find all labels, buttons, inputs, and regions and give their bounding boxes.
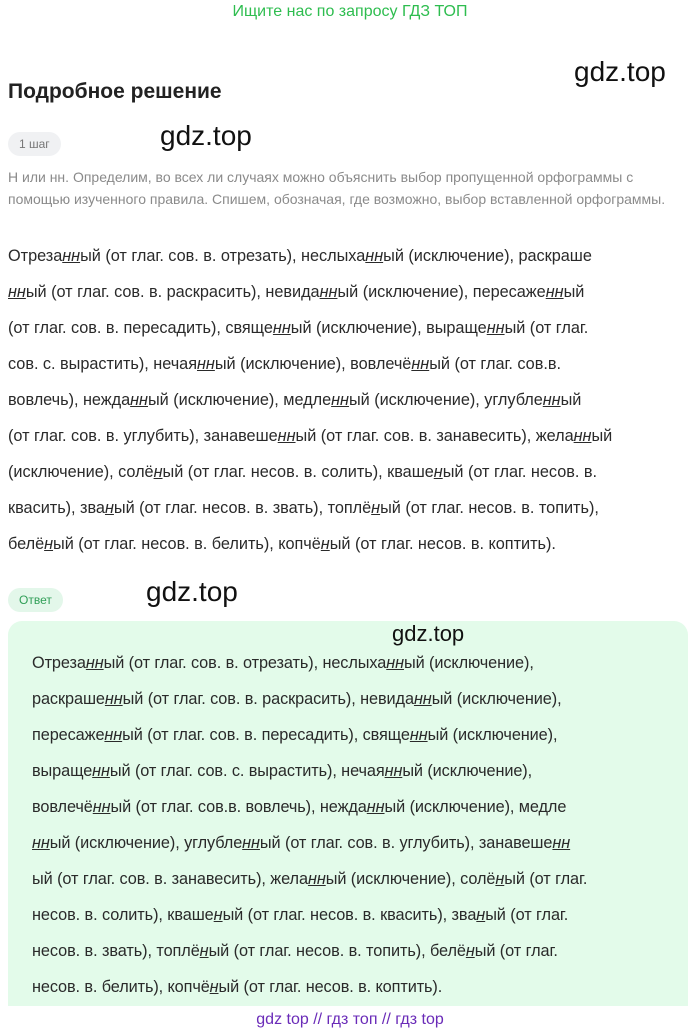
text-segment: ый (исключение), пересаже: [337, 283, 546, 301]
text-segment: ый (от глаг. сов.в. вовлечь), нежда: [110, 798, 367, 816]
text-line: [8, 274, 692, 310]
text-segment: ый (от глаг. сов. с. вырастить), нечая: [109, 762, 385, 780]
text-line: [32, 681, 678, 717]
orthogram-mark: нн: [542, 391, 561, 409]
watermark: gdz.top: [574, 56, 666, 87]
text-segment: несов. в. белить), копчё: [32, 978, 210, 996]
orthogram-mark: н: [371, 499, 381, 517]
text-segment: ый: [560, 391, 582, 409]
orthogram-mark: нн: [573, 427, 592, 445]
orthogram-mark: нн: [92, 798, 111, 816]
orthogram-mark: нн: [331, 391, 349, 409]
text-segment: ый (от глаг. сов. в. углубить), занавеше: [259, 834, 553, 852]
orthogram-mark: н: [199, 942, 209, 960]
text-segment: ый (от глаг. несов. в. белить), копчё: [53, 535, 321, 553]
text-segment: ый (исключение), углубле: [49, 834, 243, 852]
text-line: [32, 897, 678, 933]
text-segment: ый (от глаг.: [474, 942, 558, 960]
text-segment: (от глаг. сов. в. пересадить), свяще: [8, 319, 273, 337]
orthogram-mark: нн: [62, 247, 81, 265]
text-line: [32, 825, 678, 861]
text-line: [32, 789, 678, 825]
solution-intro: Н или нн. Определим, во всех ли случаях можно объяснить выбор пропущенной орфограммы с помощью изученного правила. Спишем, обозначая, где возможно, выбор вставленной орфограммы.: [8, 169, 666, 207]
text-segment: ый (от глаг. несов. в. топить), белё: [208, 942, 466, 960]
text-segment: (от глаг. сов. в. углубить), занавеше: [8, 427, 278, 445]
orthogram-mark: нн: [365, 247, 384, 265]
text-segment: пересаже: [32, 726, 105, 744]
bottom-banner[interactable]: gdz top // гдз топ // гдз top: [256, 1011, 444, 1028]
orthogram-mark: нн: [411, 355, 430, 373]
text-line: [8, 238, 692, 274]
text-segment: ый (от глаг.: [485, 906, 569, 924]
text-segment: ый (от глаг. сов. в. отрезать), неслыха: [103, 654, 387, 672]
orthogram-mark: нн: [552, 834, 571, 852]
text-segment: ый (от глаг.: [504, 319, 589, 337]
text-segment: ый (от глаг. несов. в. топить),: [380, 499, 599, 517]
text-segment: ый (от глаг. несов. в. коптить).: [329, 535, 556, 553]
text-segment: ый (от глаг. сов. в. занавесить), жела: [32, 870, 308, 888]
orthogram-mark: н: [209, 978, 219, 996]
text-line: [32, 645, 678, 681]
text-segment: ый (исключение), солё: [325, 870, 496, 888]
orthogram-mark: нн: [545, 283, 564, 301]
text-line: [8, 526, 692, 562]
orthogram-mark: нн: [130, 391, 148, 409]
text-segment: ый (от глаг. сов. в. раскрасить), невида: [122, 690, 414, 708]
orthogram-mark: нн: [384, 762, 403, 780]
orthogram-mark: н: [495, 870, 505, 888]
answer-badge: Ответ: [8, 588, 63, 612]
text-line: [8, 346, 692, 382]
orthogram-mark: н: [44, 535, 54, 553]
text-segment: несов. в. звать), топлё: [32, 942, 200, 960]
orthogram-mark: н: [320, 535, 330, 553]
text-segment: квасить), зва: [8, 499, 105, 517]
text-segment: ый (от глаг. сов. в. отрезать), неслыха: [80, 247, 366, 265]
text-segment: ый (исключение),: [402, 762, 533, 780]
text-line: [32, 969, 678, 1005]
text-segment: выраще: [32, 762, 93, 780]
text-segment: Отреза: [32, 654, 86, 672]
text-segment: вовлечь), нежда: [8, 391, 131, 409]
text-segment: ый (исключение),: [403, 654, 534, 672]
orthogram-mark: н: [476, 906, 486, 924]
text-segment: ый (от глаг.: [504, 870, 588, 888]
text-segment: ый: [563, 283, 585, 301]
text-line: [32, 861, 678, 897]
orthogram-mark: нн: [104, 726, 123, 744]
text-segment: ый (исключение), раскраше: [383, 247, 592, 265]
text-segment: ый (исключение), медле: [148, 391, 332, 409]
text-segment: ый (исключение), углубле: [348, 391, 543, 409]
text-segment: вовлечё: [32, 798, 93, 816]
step-badge: 1 шаг: [8, 132, 61, 156]
answer-text: [32, 645, 678, 1005]
text-segment: ый (от глаг. сов.в.: [429, 355, 561, 373]
orthogram-mark: нн: [242, 834, 260, 852]
text-line: [32, 753, 678, 789]
orthogram-mark: нн: [366, 798, 385, 816]
text-segment: ый (исключение),: [427, 726, 558, 744]
text-line: [8, 490, 692, 526]
orthogram-mark: нн: [272, 319, 291, 337]
orthogram-mark: нн: [92, 762, 110, 780]
text-segment: ый (от глаг. сов. в. раскрасить), невида: [25, 283, 320, 301]
text-segment: Отреза: [8, 247, 63, 265]
text-line: [8, 454, 692, 490]
orthogram-mark: нн: [319, 283, 338, 301]
orthogram-mark: н: [153, 463, 163, 481]
text-segment: несов. в. солить), кваше: [32, 906, 214, 924]
text-segment: раскраше: [32, 690, 105, 708]
orthogram-mark: н: [213, 906, 223, 924]
top-banner[interactable]: Ищите нас по запросу ГДЗ ТОП: [232, 3, 468, 20]
text-segment: ый (от глаг. сов. в. пересадить), свяще: [122, 726, 410, 744]
text-line: [32, 717, 678, 753]
orthogram-mark: нн: [409, 726, 428, 744]
watermark: gdz.top: [392, 621, 465, 646]
text-line: [8, 418, 692, 454]
orthogram-mark: нн: [32, 834, 50, 852]
text-segment: сов. с. вырастить), нечая: [8, 355, 197, 373]
orthogram-mark: н: [433, 463, 443, 481]
orthogram-mark: нн: [386, 654, 404, 672]
orthogram-mark: нн: [8, 283, 26, 301]
text-line: [8, 382, 692, 418]
text-segment: ый (от глаг. несов. в. квасить), зва: [222, 906, 477, 924]
orthogram-mark: нн: [413, 690, 432, 708]
text-segment: белё: [8, 535, 45, 553]
orthogram-mark: нн: [104, 690, 123, 708]
orthogram-mark: н: [104, 499, 114, 517]
orthogram-mark: нн: [85, 654, 104, 672]
text-segment: ый (исключение), выраще: [290, 319, 487, 337]
orthogram-mark: нн: [277, 427, 296, 445]
text-line: [32, 933, 678, 969]
text-segment: ый (от глаг. несов. в. солить), кваше: [162, 463, 434, 481]
text-segment: ый (исключение), вовлечё: [214, 355, 412, 373]
orthogram-mark: нн: [307, 870, 326, 888]
text-segment: ый: [591, 427, 613, 445]
text-segment: ый (от глаг. несов. в.: [442, 463, 597, 481]
page-title: Подробное решение: [8, 80, 222, 103]
solution-text: [8, 238, 692, 562]
watermark: gdz.top: [146, 576, 238, 607]
text-segment: ый (исключение), медле: [384, 798, 567, 816]
text-segment: (исключение), солё: [8, 463, 154, 481]
text-segment: ый (от глаг. сов. в. занавесить), жела: [295, 427, 574, 445]
text-segment: ый (исключение),: [431, 690, 562, 708]
orthogram-mark: нн: [486, 319, 505, 337]
watermark: gdz.top: [160, 120, 252, 151]
text-segment: ый (от глаг. несов. в. звать), топлё: [113, 499, 372, 517]
text-segment: ый (от глаг. несов. в. коптить).: [218, 978, 443, 996]
orthogram-mark: н: [465, 942, 475, 960]
orthogram-mark: нн: [196, 355, 215, 373]
text-line: [8, 310, 692, 346]
